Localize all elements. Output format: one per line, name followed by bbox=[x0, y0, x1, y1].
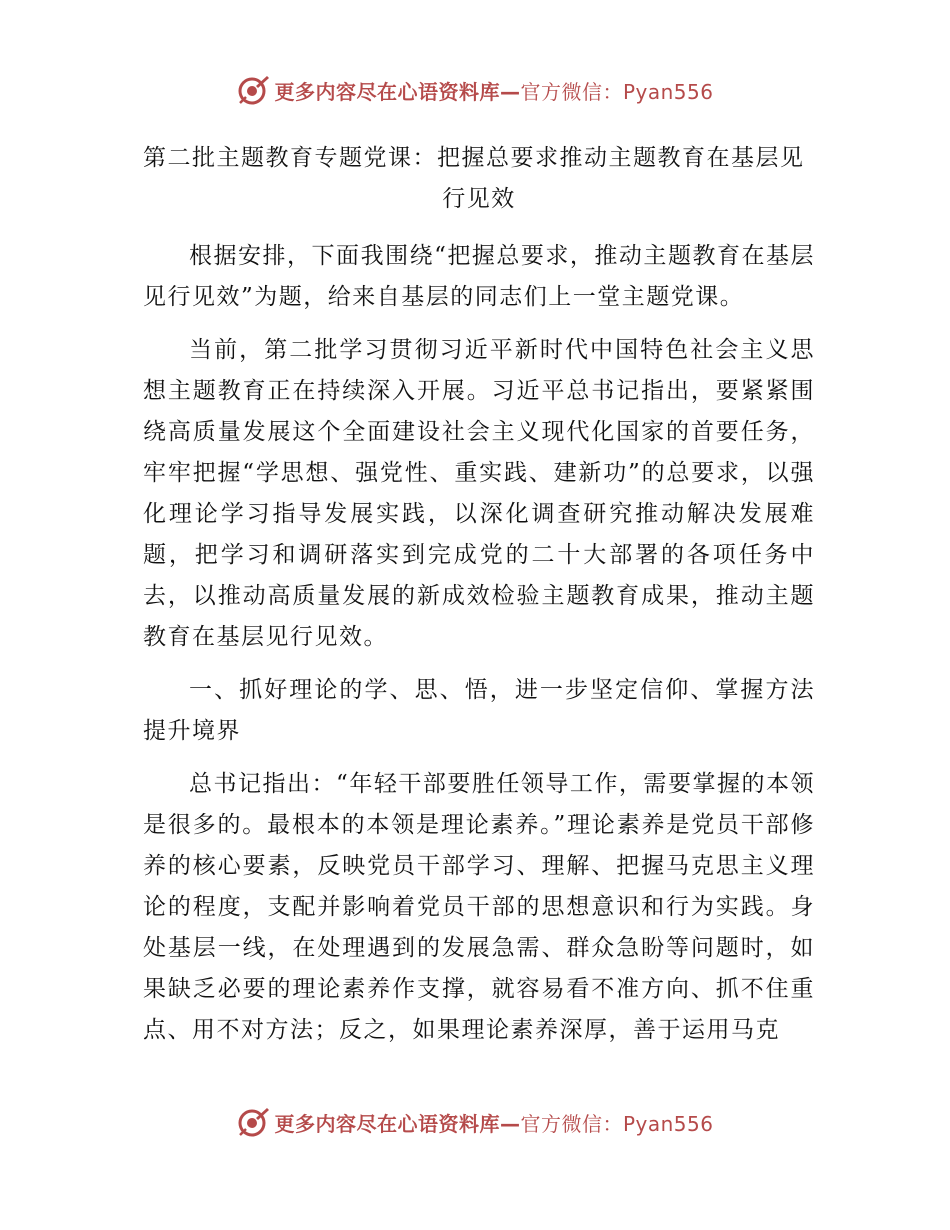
title-line-1: 第二批主题教育专题党课：把握总要求推动主题教育在基层见 bbox=[143, 145, 805, 171]
watermark-brand: 更多内容尽在心语资料库 bbox=[274, 79, 500, 104]
watermark-wechat: 官方微信：Pyan556 bbox=[520, 1111, 714, 1136]
document-title bbox=[143, 138, 815, 220]
watermark-banner-bottom bbox=[0, 1102, 950, 1142]
watermark-wechat: 官方微信：Pyan556 bbox=[520, 79, 714, 104]
pen-circle-logo-icon bbox=[236, 73, 270, 107]
paragraph-theory: 总书记指出：“年轻干部要胜任领导工作，需要掌握的本领是很多的。最根本的本领是理论素养。”理论素养是党员干部修养的核心要素，反映党员干部学习、理解、把握马克思主义理论的程度，支配并影响着党员干部的思想意识和行为实践。身处基层一线，在处理遇到的发展急需、群众急盼等问题时，如果缺乏必要的理论素养作支撑，就容易看不准方向、抓不住重点、用不对方法；反之，如果理论素养深厚，善于运用马克 bbox=[143, 771, 815, 1043]
watermark-brand: 更多内容尽在心语资料库 bbox=[274, 1111, 500, 1136]
paragraph-intro: 根据安排，下面我围绕“把握总要求，推动主题教育在基层见行见效”为题，给来自基层的同志们上一堂主题党课。 bbox=[143, 243, 815, 310]
title-line-2: 行见效 bbox=[442, 186, 516, 212]
section-heading-1: 一、抓好理论的学、思、悟，进一步坚定信仰、掌握方法提升境界 bbox=[143, 677, 815, 744]
watermark-text bbox=[274, 1108, 713, 1137]
watermark-dash: — bbox=[499, 1111, 521, 1136]
pen-circle-logo-icon bbox=[236, 1105, 270, 1139]
watermark-dash: — bbox=[499, 79, 521, 104]
paragraph-background: 当前，第二批学习贯彻习近平新时代中国特色社会主义思想主题教育正在持续深入开展。习近平总书记指出，要紧紧围绕高质量发展这个全面建设社会主义现代化国家的首要任务，牢牢把握“学思想、强党性、重实践、建新功”的总要求，以强化理论学习指导发展实践，以深化调查研究推动解决发展难题，把学习和调研落实到完成党的二十大部署的各项任务中去，以推动高质量发展的新成效检验主题教育成果，推动主题教育在基层见行见效。 bbox=[143, 337, 815, 650]
watermark-text bbox=[274, 76, 713, 105]
document-body bbox=[143, 138, 815, 1051]
watermark-banner-top bbox=[0, 70, 950, 110]
